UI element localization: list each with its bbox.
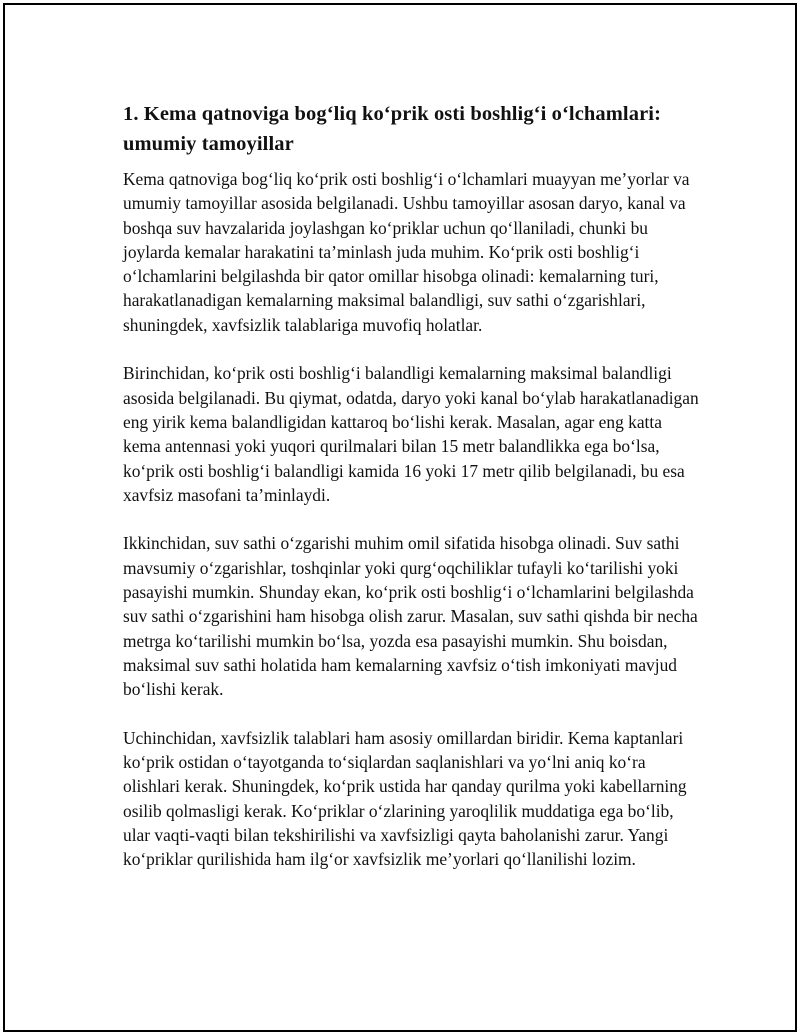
- paragraph-4: Uchinchidan, xavfsizlik talablari ham asosiy omillardan biridir. Kema kaptanlari ko‘prik ostidan o‘tayotganda to‘siqlardan saqlanishlari va yo‘lni aniq ko‘ra olishlari kerak. Shuningdek, ko‘prik ustida har qanday qurilma yoki kabellarning osilib qolmasligi kerak. Ko‘priklar o‘zlarining yaroqlilik muddatiga ega bo‘lib, ular vaqti-vaqti bilan tekshirilishi va xavfsizligi qayta baholanishi zarur. Yangi ko‘priklar qurilishida ham ilg‘or xavfsizlik me’yorlari qo‘llanilishi lozim.: [123, 727, 687, 870]
- paragraph-2: Birinchidan, ko‘prik osti boshlig‘i balandligi kemalarning maksimal balandligi asosida belgilanadi. Bu qiymat, odatda, daryo yoki kanal bo‘ylab harakatlanadigan eng yirik kema balandligidan kattaroq bo‘lishi kerak. Masalan, agar eng katta kema antennasi yoki yuqori qurilmalari bilan 15 metr balandlikka ega bo‘lsa, ko‘prik osti boshlig‘i balandligi kamida 16 yoki 17 metr qilib belgilanadi, bu esa xavfsiz masofani ta’minlaydi.: [123, 363, 699, 505]
- document-title: 1. Kema qatnoviga bog‘liq ko‘prik osti boshlig‘i o‘lchamlari: umumiy tamoyillar: [123, 103, 661, 155]
- paragraph-3: Ikkinchidan, suv sathi o‘zgarishi muhim omil sifatida hisobga olinadi. Suv sathi mavsumiy o‘zgarishlar, toshqinlar yoki qurg‘oqchiliklar tufayli ko‘tarilishi yoki pasayishi mumkin. Shunday ekan, ko‘prik osti boshlig‘i o‘lchamlarini belgilashda suv sathi o‘zgarishini ham hisobga olish zarur. Masalan, suv sathi qishda bir necha metrga ko‘tarilishi mumkin bo‘lsa, yozda esa pasayishi mumkin. Shu boisdan, maksimal suv sathi holatida ham kemalarning xavfsiz o‘tish imkoniyati mavjud bo‘lishi kerak.: [123, 533, 698, 700]
- page-frame: [3, 3, 797, 1032]
- document-body: [123, 99, 703, 896]
- paragraph-1: Kema qatnoviga bog‘liq ko‘prik osti boshlig‘i o‘lchamlari muayyan me’yorlar va umumiy tamoyillar asosida belgilanadi. Ushbu tamoyillar asosan daryo, kanal va boshqa suv havzalarida joylashgan ko‘priklar uchun qo‘llaniladi, chunki bu joylarda kemalar harakatini ta’minlash juda muhim. Ko‘prik osti boshlig‘i o‘lchamlarini belgilashda bir qator omillar hisobga olinadi: kemalarning turi, harakatlanadigan kemalarning maksimal balandligi, suv sathi o‘zgarishlari, shuningdek, xavfsizlik talablariga muvofiq holatlar.: [123, 169, 690, 335]
